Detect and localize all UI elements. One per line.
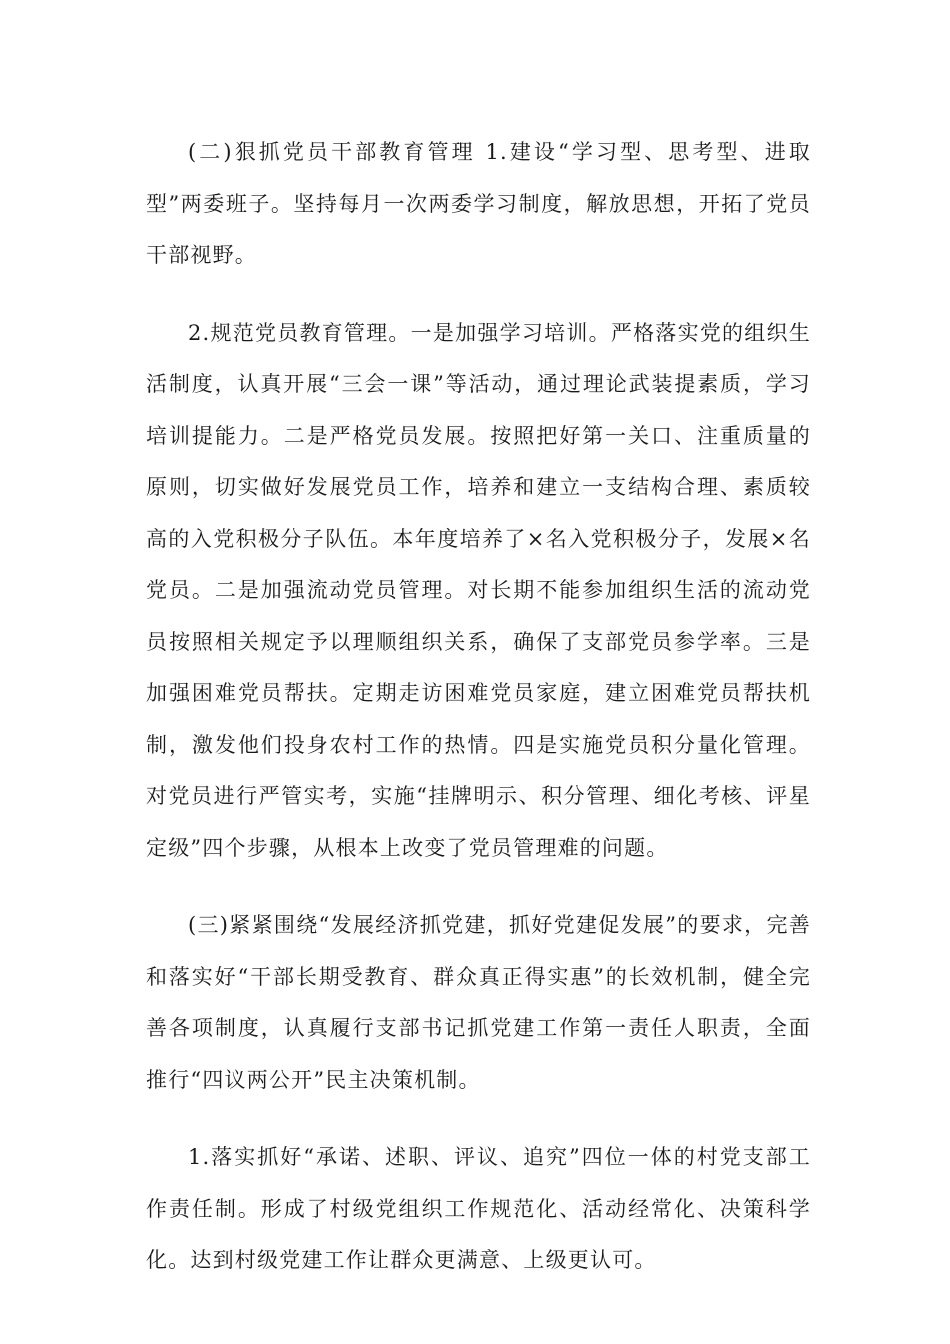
paragraph-party-member-management: 2.规范党员教育管理。一是加强学习培训。严格落实党的组织生活制度，认真开展“三会一课”等活动，通过理论武装提素质，学习培训提能力。二是严格党员发展。按照把好第一关口、注重质量的原则，切实做好发展党员工作，培养和建立一支结构合理、素质较高的入党积极分子队伍。本年度培养了×名入党积极分子，发展×名党员。二是加强流动党员管理。对长期不能参加组织生活的流动党员按照相关规定予以理顺组织关系，确保了支部党员参学率。三是加强困难党员帮扶。定期走访困难党员家庭，建立困难党员帮扶机制，激发他们投身农村工作的热情。四是实施党员积分量化管理。对党员进行严管实考，实施“挂牌明示、积分管理、细化考核、评星定级”四个步骤，从根本上改变了党员管理难的问题。	[146, 320, 811, 860]
document-body	[146, 127, 811, 1313]
paragraph-party-cadre-education: (二)狠抓党员干部教育管理 1.建设“学习型、思考型、进取型”两委班子。坚持每月一次两委学习制度，解放思想，开拓了党员干部视野。	[146, 140, 811, 267]
paragraph-responsibility-system: 1.落实抓好“承诺、述职、评议、追究”四位一体的村党支部工作责任制。形成了村级党组织工作规范化、活动经常化、决策科学化。达到村级党建工作让群众更满意、上级更认可。	[146, 1145, 811, 1272]
paragraph-economic-development-party-building: (三)紧紧围绕“发展经济抓党建，抓好党建促发展”的要求，完善和落实好“干部长期受教育、群众真正得实惠”的长效机制，健全完善各项制度，认真履行支部书记抓党建工作第一责任人职责，全面推行“四议两公开”民主决策机制。	[146, 913, 811, 1092]
